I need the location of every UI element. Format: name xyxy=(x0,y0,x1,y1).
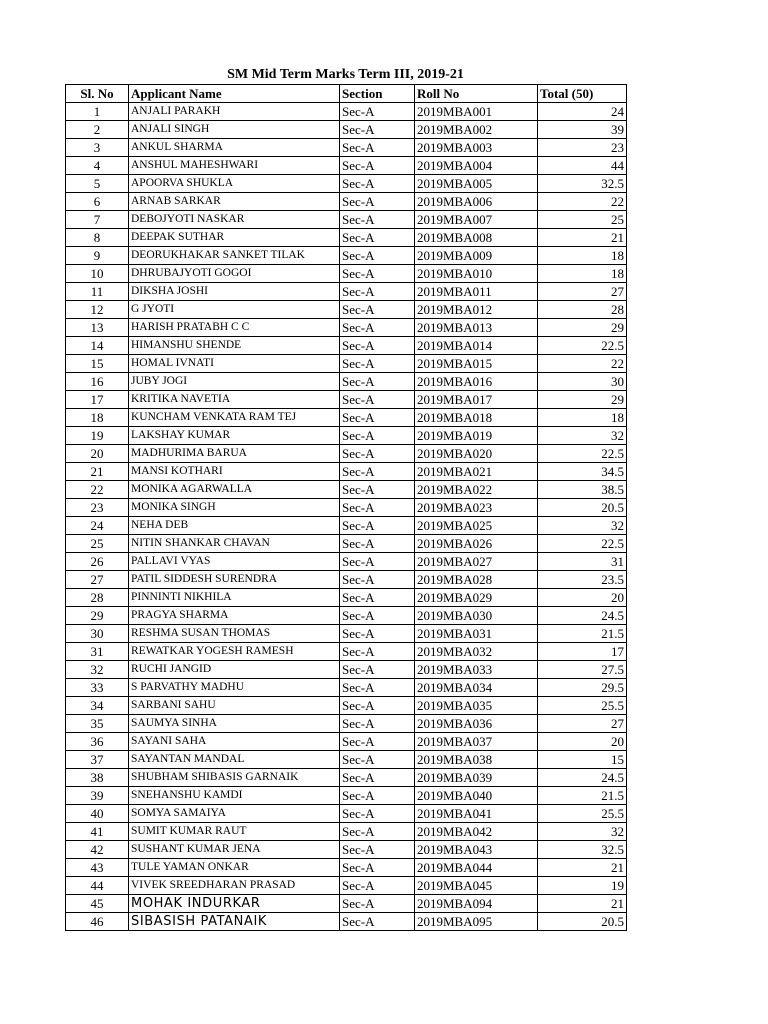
cell-sl-no: 37 xyxy=(66,751,129,769)
table-row xyxy=(66,391,627,409)
cell-sl-no: 25 xyxy=(66,535,129,553)
table-row xyxy=(66,535,627,553)
cell-roll-no: 2019MBA003 xyxy=(415,139,538,157)
table-row xyxy=(66,139,627,157)
cell-roll-no: 2019MBA013 xyxy=(415,319,538,337)
cell-sl-no: 1 xyxy=(66,103,129,121)
cell-sl-no: 35 xyxy=(66,715,129,733)
cell-roll-no: 2019MBA004 xyxy=(415,157,538,175)
cell-section: Sec-A xyxy=(340,211,415,229)
cell-total: 23 xyxy=(538,139,627,157)
cell-sl-no: 7 xyxy=(66,211,129,229)
cell-sl-no: 22 xyxy=(66,481,129,499)
cell-total: 20.5 xyxy=(538,913,627,931)
cell-applicant-name: SHUBHAM SHIBASIS GARNAIK xyxy=(129,769,340,787)
table-row xyxy=(66,643,627,661)
table-row xyxy=(66,589,627,607)
table-row xyxy=(66,445,627,463)
cell-total: 18 xyxy=(538,409,627,427)
cell-total: 32 xyxy=(538,823,627,841)
cell-section: Sec-A xyxy=(340,355,415,373)
cell-section: Sec-A xyxy=(340,103,415,121)
cell-applicant-name: MONIKA AGARWALLA xyxy=(129,481,340,499)
cell-sl-no: 9 xyxy=(66,247,129,265)
cell-sl-no: 28 xyxy=(66,589,129,607)
cell-applicant-name: MONIKA SINGH xyxy=(129,499,340,517)
cell-applicant-name: HIMANSHU SHENDE xyxy=(129,337,340,355)
cell-total: 20 xyxy=(538,733,627,751)
cell-sl-no: 5 xyxy=(66,175,129,193)
cell-applicant-name: JUBY JOGI xyxy=(129,373,340,391)
cell-section: Sec-A xyxy=(340,805,415,823)
cell-roll-no: 2019MBA036 xyxy=(415,715,538,733)
cell-total: 32 xyxy=(538,427,627,445)
cell-section: Sec-A xyxy=(340,787,415,805)
cell-total: 20.5 xyxy=(538,499,627,517)
cell-applicant-name: NITIN SHANKAR CHAVAN xyxy=(129,535,340,553)
cell-section: Sec-A xyxy=(340,571,415,589)
cell-roll-no: 2019MBA033 xyxy=(415,661,538,679)
cell-roll-no: 2019MBA009 xyxy=(415,247,538,265)
cell-section: Sec-A xyxy=(340,319,415,337)
cell-total: 22.5 xyxy=(538,535,627,553)
cell-roll-no: 2019MBA017 xyxy=(415,391,538,409)
table-header-row xyxy=(66,85,627,103)
cell-section: Sec-A xyxy=(340,175,415,193)
cell-total: 27.5 xyxy=(538,661,627,679)
cell-applicant-name: S PARVATHY MADHU xyxy=(129,679,340,697)
cell-sl-no: 21 xyxy=(66,463,129,481)
table-row xyxy=(66,751,627,769)
cell-roll-no: 2019MBA014 xyxy=(415,337,538,355)
cell-total: 38.5 xyxy=(538,481,627,499)
cell-sl-no: 16 xyxy=(66,373,129,391)
cell-applicant-name: PRAGYA SHARMA xyxy=(129,607,340,625)
table-body xyxy=(66,103,627,931)
table-row xyxy=(66,607,627,625)
cell-applicant-name: PINNINTI NIKHILA xyxy=(129,589,340,607)
cell-section: Sec-A xyxy=(340,769,415,787)
cell-applicant-name: TULE YAMAN ONKAR xyxy=(129,859,340,877)
cell-roll-no: 2019MBA021 xyxy=(415,463,538,481)
cell-applicant-name: MADHURIMA BARUA xyxy=(129,445,340,463)
cell-roll-no: 2019MBA020 xyxy=(415,445,538,463)
header-sl-no: Sl. No xyxy=(66,85,129,103)
cell-applicant-name: NEHA DEB xyxy=(129,517,340,535)
cell-total: 19 xyxy=(538,877,627,895)
cell-total: 32 xyxy=(538,517,627,535)
cell-sl-no: 41 xyxy=(66,823,129,841)
cell-total: 21 xyxy=(538,229,627,247)
cell-section: Sec-A xyxy=(340,463,415,481)
cell-sl-no: 45 xyxy=(66,895,129,913)
table-row xyxy=(66,265,627,283)
cell-roll-no: 2019MBA001 xyxy=(415,103,538,121)
cell-total: 27 xyxy=(538,283,627,301)
cell-roll-no: 2019MBA095 xyxy=(415,913,538,931)
table-row xyxy=(66,895,627,913)
cell-sl-no: 20 xyxy=(66,445,129,463)
cell-total: 21.5 xyxy=(538,787,627,805)
cell-applicant-name: ANSHUL MAHESHWARI xyxy=(129,157,340,175)
cell-section: Sec-A xyxy=(340,589,415,607)
cell-applicant-name: RUCHI JANGID xyxy=(129,661,340,679)
cell-roll-no: 2019MBA037 xyxy=(415,733,538,751)
table-row xyxy=(66,247,627,265)
cell-roll-no: 2019MBA032 xyxy=(415,643,538,661)
cell-roll-no: 2019MBA035 xyxy=(415,697,538,715)
cell-total: 22 xyxy=(538,355,627,373)
cell-section: Sec-A xyxy=(340,859,415,877)
table-row xyxy=(66,373,627,391)
cell-section: Sec-A xyxy=(340,751,415,769)
table-row xyxy=(66,103,627,121)
cell-roll-no: 2019MBA025 xyxy=(415,517,538,535)
cell-sl-no: 24 xyxy=(66,517,129,535)
cell-roll-no: 2019MBA026 xyxy=(415,535,538,553)
cell-total: 28 xyxy=(538,301,627,319)
document-title: SM Mid Term Marks Term III, 2019-21 xyxy=(227,67,464,82)
cell-total: 24.5 xyxy=(538,769,627,787)
cell-section: Sec-A xyxy=(340,337,415,355)
cell-applicant-name: SARBANI SAHU xyxy=(129,697,340,715)
cell-roll-no: 2019MBA010 xyxy=(415,265,538,283)
cell-section: Sec-A xyxy=(340,121,415,139)
cell-applicant-name: DHRUBAJYOTI GOGOI xyxy=(129,265,340,283)
cell-sl-no: 42 xyxy=(66,841,129,859)
cell-applicant-name: RESHMA SUSAN THOMAS xyxy=(129,625,340,643)
cell-applicant-name: VIVEK SREEDHARAN PRASAD xyxy=(129,877,340,895)
cell-total: 15 xyxy=(538,751,627,769)
cell-applicant-name: MANSI KOTHARI xyxy=(129,463,340,481)
table-row xyxy=(66,463,627,481)
cell-total: 25.5 xyxy=(538,805,627,823)
table-row xyxy=(66,715,627,733)
cell-applicant-name: MOHAK INDURKAR xyxy=(129,895,340,913)
header-applicant-name: Applicant Name xyxy=(129,85,340,103)
cell-applicant-name: SAYANTAN MANDAL xyxy=(129,751,340,769)
table-row xyxy=(66,355,627,373)
cell-sl-no: 40 xyxy=(66,805,129,823)
table-row xyxy=(66,697,627,715)
cell-sl-no: 23 xyxy=(66,499,129,517)
table-row xyxy=(66,841,627,859)
cell-total: 29 xyxy=(538,391,627,409)
cell-total: 23.5 xyxy=(538,571,627,589)
table-row xyxy=(66,859,627,877)
cell-applicant-name: HARISH PRATABH C C xyxy=(129,319,340,337)
cell-total: 18 xyxy=(538,247,627,265)
table-row xyxy=(66,787,627,805)
table-row xyxy=(66,913,627,931)
cell-applicant-name: ANJALI SINGH xyxy=(129,121,340,139)
cell-section: Sec-A xyxy=(340,535,415,553)
cell-sl-no: 32 xyxy=(66,661,129,679)
table-row xyxy=(66,229,627,247)
cell-total: 18 xyxy=(538,265,627,283)
cell-section: Sec-A xyxy=(340,301,415,319)
cell-sl-no: 26 xyxy=(66,553,129,571)
cell-applicant-name: APOORVA SHUKLA xyxy=(129,175,340,193)
cell-roll-no: 2019MBA040 xyxy=(415,787,538,805)
cell-section: Sec-A xyxy=(340,427,415,445)
cell-sl-no: 39 xyxy=(66,787,129,805)
cell-section: Sec-A xyxy=(340,193,415,211)
cell-sl-no: 15 xyxy=(66,355,129,373)
header-section: Section xyxy=(340,85,415,103)
cell-total: 25.5 xyxy=(538,697,627,715)
cell-roll-no: 2019MBA011 xyxy=(415,283,538,301)
cell-sl-no: 30 xyxy=(66,625,129,643)
table-row xyxy=(66,661,627,679)
cell-section: Sec-A xyxy=(340,679,415,697)
cell-sl-no: 12 xyxy=(66,301,129,319)
cell-applicant-name: SUSHANT KUMAR JENA xyxy=(129,841,340,859)
table-row xyxy=(66,625,627,643)
cell-sl-no: 44 xyxy=(66,877,129,895)
cell-section: Sec-A xyxy=(340,697,415,715)
cell-sl-no: 27 xyxy=(66,571,129,589)
cell-roll-no: 2019MBA039 xyxy=(415,769,538,787)
cell-sl-no: 46 xyxy=(66,913,129,931)
cell-roll-no: 2019MBA029 xyxy=(415,589,538,607)
cell-total: 21 xyxy=(538,859,627,877)
table-row xyxy=(66,157,627,175)
cell-section: Sec-A xyxy=(340,733,415,751)
cell-sl-no: 14 xyxy=(66,337,129,355)
cell-sl-no: 6 xyxy=(66,193,129,211)
cell-roll-no: 2019MBA094 xyxy=(415,895,538,913)
table-row xyxy=(66,805,627,823)
cell-section: Sec-A xyxy=(340,481,415,499)
table-row xyxy=(66,571,627,589)
cell-applicant-name: ANKUL SHARMA xyxy=(129,139,340,157)
cell-roll-no: 2019MBA018 xyxy=(415,409,538,427)
cell-total: 27 xyxy=(538,715,627,733)
cell-applicant-name: SOMYA SAMAIYA xyxy=(129,805,340,823)
cell-roll-no: 2019MBA044 xyxy=(415,859,538,877)
cell-roll-no: 2019MBA038 xyxy=(415,751,538,769)
table-row xyxy=(66,175,627,193)
cell-sl-no: 38 xyxy=(66,769,129,787)
table-row xyxy=(66,517,627,535)
cell-section: Sec-A xyxy=(340,643,415,661)
cell-total: 24.5 xyxy=(538,607,627,625)
cell-section: Sec-A xyxy=(340,661,415,679)
cell-section: Sec-A xyxy=(340,409,415,427)
cell-roll-no: 2019MBA012 xyxy=(415,301,538,319)
cell-total: 24 xyxy=(538,103,627,121)
cell-applicant-name: LAKSHAY KUMAR xyxy=(129,427,340,445)
table-row xyxy=(66,679,627,697)
cell-section: Sec-A xyxy=(340,877,415,895)
cell-total: 29 xyxy=(538,319,627,337)
cell-roll-no: 2019MBA023 xyxy=(415,499,538,517)
cell-section: Sec-A xyxy=(340,157,415,175)
cell-total: 22.5 xyxy=(538,445,627,463)
cell-sl-no: 13 xyxy=(66,319,129,337)
cell-sl-no: 36 xyxy=(66,733,129,751)
cell-applicant-name: KUNCHAM VENKATA RAM TEJ xyxy=(129,409,340,427)
cell-applicant-name: DEORUKHAKAR SANKET TILAK xyxy=(129,247,340,265)
table-row xyxy=(66,121,627,139)
cell-section: Sec-A xyxy=(340,391,415,409)
cell-roll-no: 2019MBA041 xyxy=(415,805,538,823)
cell-roll-no: 2019MBA022 xyxy=(415,481,538,499)
cell-applicant-name: ANJALI PARAKH xyxy=(129,103,340,121)
table-row xyxy=(66,499,627,517)
cell-roll-no: 2019MBA028 xyxy=(415,571,538,589)
header-roll-no: Roll No xyxy=(415,85,538,103)
cell-sl-no: 10 xyxy=(66,265,129,283)
table-row xyxy=(66,337,627,355)
cell-total: 39 xyxy=(538,121,627,139)
cell-applicant-name: PALLAVI VYAS xyxy=(129,553,340,571)
table-row xyxy=(66,409,627,427)
cell-section: Sec-A xyxy=(340,715,415,733)
cell-applicant-name: SUMIT KUMAR RAUT xyxy=(129,823,340,841)
table-row xyxy=(66,319,627,337)
marks-table xyxy=(65,84,627,931)
cell-roll-no: 2019MBA008 xyxy=(415,229,538,247)
table-row xyxy=(66,877,627,895)
cell-total: 30 xyxy=(538,373,627,391)
cell-applicant-name: ARNAB SARKAR xyxy=(129,193,340,211)
cell-total: 31 xyxy=(538,553,627,571)
cell-applicant-name: SIBASISH PATANAIK xyxy=(129,913,340,931)
table-row xyxy=(66,733,627,751)
cell-applicant-name: PATIL SIDDESH SURENDRA xyxy=(129,571,340,589)
cell-section: Sec-A xyxy=(340,229,415,247)
cell-section: Sec-A xyxy=(340,625,415,643)
cell-sl-no: 43 xyxy=(66,859,129,877)
cell-section: Sec-A xyxy=(340,373,415,391)
cell-roll-no: 2019MBA002 xyxy=(415,121,538,139)
cell-total: 44 xyxy=(538,157,627,175)
cell-sl-no: 3 xyxy=(66,139,129,157)
cell-applicant-name: SAUMYA SINHA xyxy=(129,715,340,733)
cell-section: Sec-A xyxy=(340,283,415,301)
cell-sl-no: 2 xyxy=(66,121,129,139)
cell-section: Sec-A xyxy=(340,913,415,931)
table-row xyxy=(66,481,627,499)
cell-applicant-name: SAYANI SAHA xyxy=(129,733,340,751)
cell-applicant-name: REWATKAR YOGESH RAMESH xyxy=(129,643,340,661)
table-row xyxy=(66,283,627,301)
cell-section: Sec-A xyxy=(340,445,415,463)
cell-section: Sec-A xyxy=(340,247,415,265)
cell-roll-no: 2019MBA027 xyxy=(415,553,538,571)
cell-roll-no: 2019MBA031 xyxy=(415,625,538,643)
table-row xyxy=(66,427,627,445)
cell-roll-no: 2019MBA043 xyxy=(415,841,538,859)
cell-sl-no: 4 xyxy=(66,157,129,175)
table-row xyxy=(66,823,627,841)
cell-total: 32.5 xyxy=(538,175,627,193)
cell-section: Sec-A xyxy=(340,553,415,571)
cell-applicant-name: DIKSHA JOSHI xyxy=(129,283,340,301)
cell-sl-no: 29 xyxy=(66,607,129,625)
cell-section: Sec-A xyxy=(340,265,415,283)
cell-roll-no: 2019MBA016 xyxy=(415,373,538,391)
cell-sl-no: 19 xyxy=(66,427,129,445)
table-row xyxy=(66,193,627,211)
cell-total: 32.5 xyxy=(538,841,627,859)
cell-roll-no: 2019MBA019 xyxy=(415,427,538,445)
cell-total: 34.5 xyxy=(538,463,627,481)
cell-sl-no: 18 xyxy=(66,409,129,427)
cell-applicant-name: KRITIKA NAVETIA xyxy=(129,391,340,409)
cell-total: 25 xyxy=(538,211,627,229)
cell-sl-no: 33 xyxy=(66,679,129,697)
cell-roll-no: 2019MBA005 xyxy=(415,175,538,193)
cell-total: 29.5 xyxy=(538,679,627,697)
cell-total: 17 xyxy=(538,643,627,661)
cell-roll-no: 2019MBA030 xyxy=(415,607,538,625)
cell-roll-no: 2019MBA006 xyxy=(415,193,538,211)
header-total: Total (50) xyxy=(538,85,627,103)
cell-applicant-name: G JYOTI xyxy=(129,301,340,319)
cell-section: Sec-A xyxy=(340,607,415,625)
cell-total: 20 xyxy=(538,589,627,607)
cell-applicant-name: DEBOJYOTI NASKAR xyxy=(129,211,340,229)
cell-total: 22 xyxy=(538,193,627,211)
cell-sl-no: 17 xyxy=(66,391,129,409)
cell-sl-no: 31 xyxy=(66,643,129,661)
table-row xyxy=(66,211,627,229)
cell-section: Sec-A xyxy=(340,139,415,157)
cell-roll-no: 2019MBA045 xyxy=(415,877,538,895)
cell-section: Sec-A xyxy=(340,841,415,859)
cell-roll-no: 2019MBA034 xyxy=(415,679,538,697)
cell-total: 21 xyxy=(538,895,627,913)
cell-roll-no: 2019MBA042 xyxy=(415,823,538,841)
cell-section: Sec-A xyxy=(340,823,415,841)
cell-sl-no: 11 xyxy=(66,283,129,301)
cell-roll-no: 2019MBA007 xyxy=(415,211,538,229)
cell-applicant-name: DEEPAK SUTHAR xyxy=(129,229,340,247)
cell-roll-no: 2019MBA015 xyxy=(415,355,538,373)
cell-section: Sec-A xyxy=(340,499,415,517)
cell-total: 22.5 xyxy=(538,337,627,355)
cell-applicant-name: HOMAL IVNATI xyxy=(129,355,340,373)
cell-sl-no: 34 xyxy=(66,697,129,715)
table-row xyxy=(66,301,627,319)
cell-section: Sec-A xyxy=(340,517,415,535)
cell-section: Sec-A xyxy=(340,895,415,913)
table-row xyxy=(66,769,627,787)
cell-applicant-name: SNEHANSHU KAMDI xyxy=(129,787,340,805)
cell-sl-no: 8 xyxy=(66,229,129,247)
cell-total: 21.5 xyxy=(538,625,627,643)
table-row xyxy=(66,553,627,571)
